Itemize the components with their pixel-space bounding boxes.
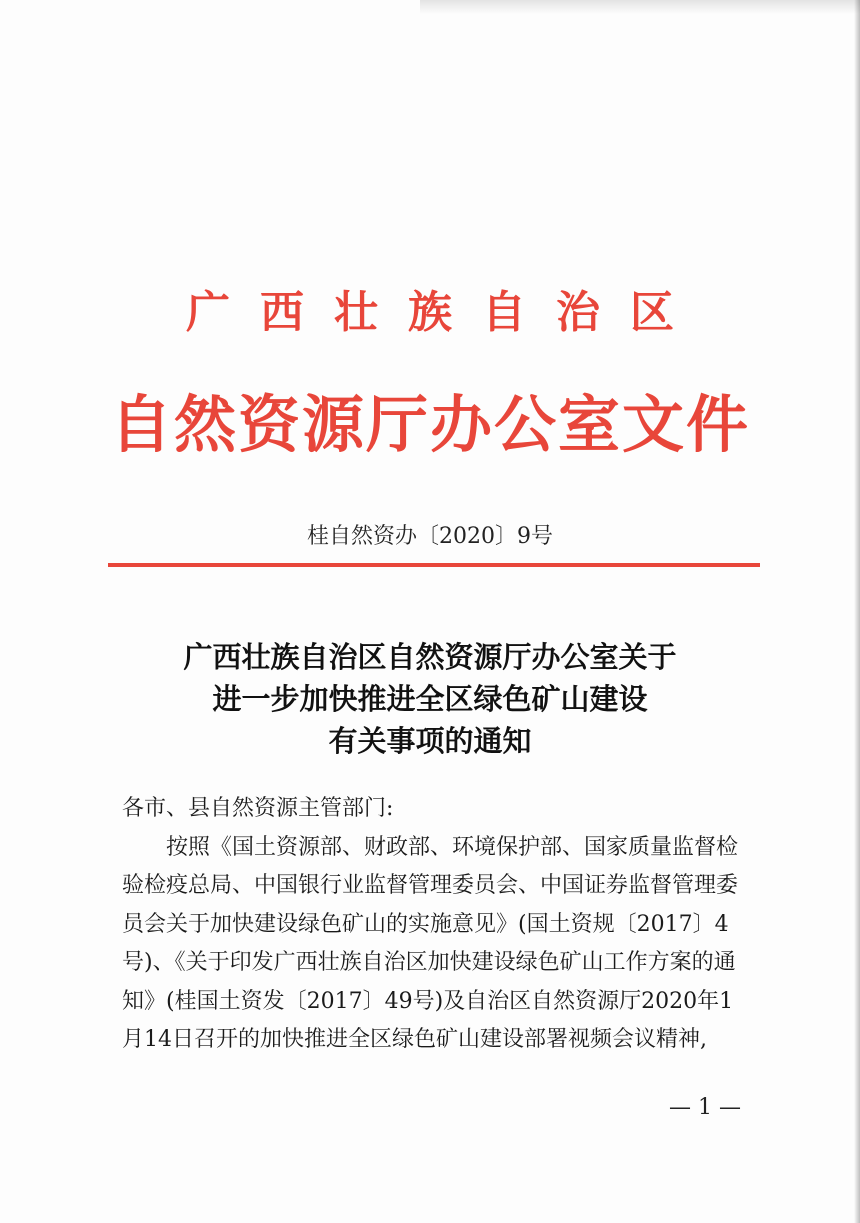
body-line: 号)、《关于印发广西壮族自治区加快建设绿色矿山工作方案的通 xyxy=(122,950,736,975)
body-line: 按照《国土资源部、财政部、环境保护部、国家质量监督检 xyxy=(166,834,739,860)
title-line-2: 进一步加快推进全区绿色矿山建设 xyxy=(212,682,648,716)
scan-shadow-top xyxy=(420,0,860,14)
document-number: 桂自然资办〔2020〕9号 xyxy=(307,524,553,549)
body-line: 验检疫总局、中国银行业监督管理委员会、中国证券监督管理委 xyxy=(122,873,739,898)
salutation: 各市、县自然资源主管部门: xyxy=(122,796,394,821)
scan-shadow-right xyxy=(854,0,860,1223)
notice-body xyxy=(122,790,762,1060)
issuer-office-heading: 自然资源厅办公室文件 xyxy=(109,388,750,461)
notice-title xyxy=(0,636,860,762)
red-divider-rule xyxy=(108,563,760,567)
body-line: 月14日召开的加快推进全区绿色矿山建设部署视频会议精神, xyxy=(122,1027,707,1052)
page-number: — 1 — xyxy=(669,1095,741,1120)
body-line: 知》(桂国土资发〔2017〕49号)及自治区自然资源厅2020年1 xyxy=(122,988,734,1014)
title-line-3: 有关事项的通知 xyxy=(328,724,532,758)
body-line: 员会关于加快建设绿色矿山的实施意见》(国土资规〔2017〕4 xyxy=(122,911,729,937)
title-line-1: 广西壮族自治区自然资源厅办公室关于 xyxy=(183,640,677,674)
issuer-region-heading: 广西壮族自治区 xyxy=(186,287,704,338)
